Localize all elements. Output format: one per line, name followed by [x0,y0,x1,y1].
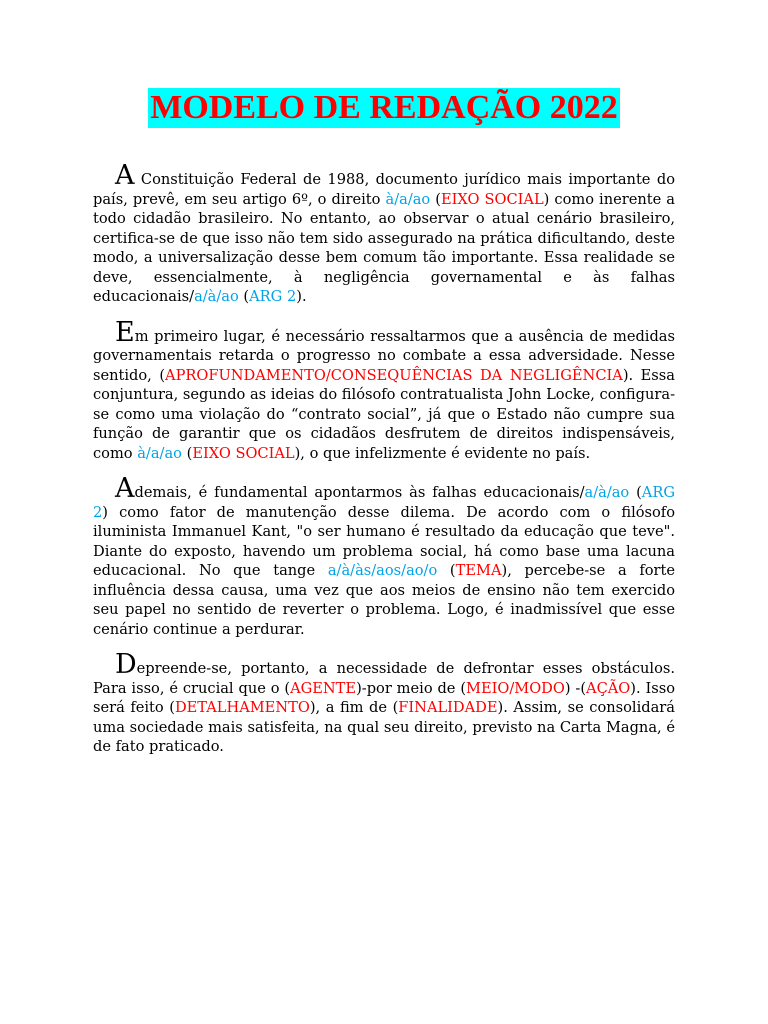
paragraph-text: ) como inerente a todo cidadão brasileiro. No entanto, ao observar o atual cenário brasileiro, certifica-se de que isso não tem sido assegurado na prática dificultando, deste modo, a universalização desse bem comum tão importante. Essa realidade se deve, essencialmente, à negligência governamental e às falhas educacionais/ [93,190,675,305]
placeholder-text: à/a/ao [385,190,431,208]
paragraph-text: ) -( [564,679,587,697]
document-title: MODELO DE REDAÇÃO 2022 [150,89,618,126]
placeholder-text: FINALIDADE [398,699,498,716]
paragraph-initial: E [115,316,135,348]
paragraph-text: m primeiro lugar, é necessário ressaltarmos que a ausência de medidas governamentais retarda o progresso no combate a essa adversidade. Nesse sentido, ( [93,327,675,384]
paragraph-text: ( [437,562,456,579]
placeholder-text: EIXO SOCIAL [192,444,295,462]
placeholder-text: DETALHAMENTO [174,699,310,716]
development-paragraph-1 [93,316,675,464]
essay-body [93,160,675,773]
paragraph-text: ), percebe-se a forte influência dessa causa, uma vez que aos meios de ensino não tem exercido seu papel no sentido de reverter o problema. Logo, é inadmissível que esse cenário continue a perdurar. [93,562,675,638]
paragraph-text: demais, é fundamental apontarmos às falhas educacionais/ [134,484,585,501]
paragraph-text: ( [629,484,642,501]
intro-paragraph [93,160,675,307]
placeholder-text: a/à/ao [194,288,239,305]
placeholder-text: a/à/às/aos/ao/o [327,562,438,579]
placeholder-text: APROFUNDAMENTO/CONSEQUÊNCIAS DA NEGLIGÊNCIA [165,366,623,384]
placeholder-text: AÇÃO [586,679,631,697]
paragraph-initial: D [115,649,137,680]
placeholder-text: a/à/ao [584,484,630,501]
paragraph-initial: A [115,473,135,504]
paragraph-initial: A [115,160,135,191]
placeholder-text: MEIO/MODO [466,679,565,697]
placeholder-text: ARG 2 [249,288,297,305]
paragraph-text: ). Essa conjuntura, segundo as ideias do filósofo contratualista John Locke, configura-se como uma violação do “contrato social”, já que o Estado não cumpre sua função de garantir que os cidadãos desfrutem de direitos indispensáveis, como [93,366,675,462]
paragraph-text: Constituição Federal de 1988, documento jurídico mais importante do país, prevê, em seu artigo 6º, o direito [93,171,675,208]
conclusion-paragraph [93,649,675,757]
placeholder-text: EIXO SOCIAL [440,190,544,208]
paragraph-text: ) como fator de manutenção desse dilema. De acordo com o filósofo iluminista Immanuel Kant, "o ser humano é resultado da educação que teve". Diante do exposto, havendo um problema social, há como base uma lacuna educacional. No que tange [93,503,675,579]
paragraph-text: ), a fim de ( [309,699,399,716]
development-paragraph-2 [93,473,675,639]
paragraph-text: ( [430,190,441,208]
paragraph-text: ( [238,288,250,305]
placeholder-text: ARG 2 [93,484,675,521]
placeholder-text: à/a/ao [137,444,182,462]
paragraph-text: ). [296,288,307,305]
paragraph-text: ( [181,444,193,462]
paragraph-text: ), o que infelizmente é evidente no país. [294,444,591,462]
paragraph-text: ). Assim, se consolidará uma sociedade mais satisfeita, na qual seu direito, previsto na Carta Magna, é de fato praticado. [93,699,675,755]
title-wrap [0,88,768,128]
paragraph-text: epreende-se, portanto, a necessidade de defrontar esses obstáculos. Para isso, é crucial que o ( [93,660,675,697]
paragraph-text: ). Isso será feito ( [93,679,675,716]
placeholder-text: AGENTE [290,679,357,697]
paragraph-text: )-por meio de ( [356,679,467,697]
placeholder-text: TEMA [455,562,502,579]
